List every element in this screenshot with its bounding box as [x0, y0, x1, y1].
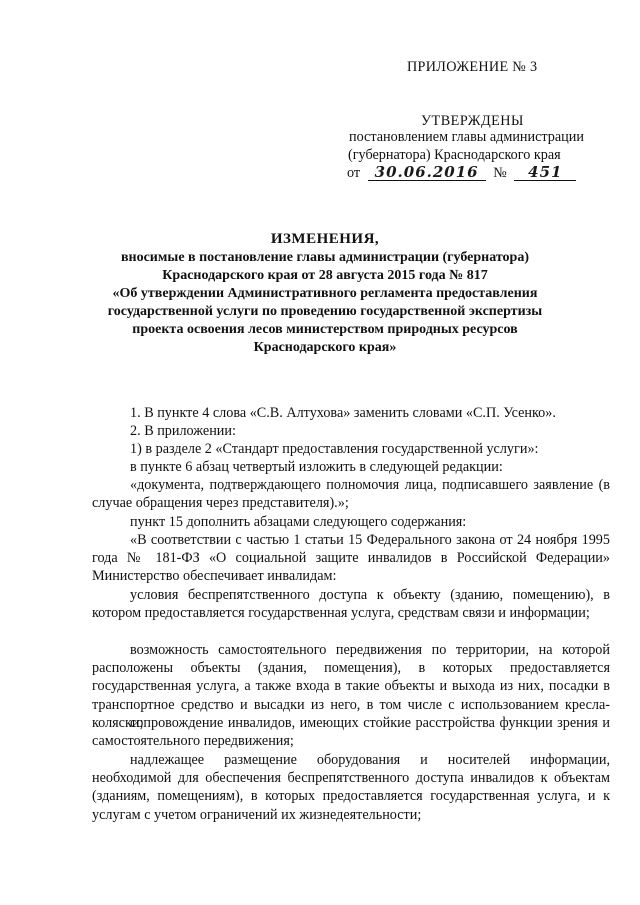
body-paragraph-6: пункт 15 дополнить абзацами следующего содержания:: [130, 514, 467, 530]
title-line-1: вносимые в постановление главы администрации (губернатора): [120, 250, 530, 265]
title-line-6: Краснодарского края»: [253, 340, 397, 355]
title-line-4: государственной услуги по проведению государственной экспертизы: [107, 304, 543, 319]
approved-line-1: постановлением главы администрации: [349, 129, 584, 145]
title-line-2: Краснодарского края от 28 августа 2015 года № 817: [162, 268, 488, 283]
title-line-5: проекта освоения лесов министерством природных ресурсов: [132, 322, 518, 337]
handwritten-date: 30.06.2016: [368, 164, 486, 181]
body-paragraph-1: 1. В пункте 4 слова «С.В. Алтухова» заменить словами «С.П. Усенко».: [130, 405, 556, 421]
body-paragraph-9: возможность самостоятельного передвижения по территории, на которой расположены объекты (здания, помещения), в которых предоставляется государственная услуга, а также входа в такие объекты и выхода из них, посадки в транспортное средство и высадки из него, в том числе с использованием кресла-коляски;: [92, 642, 610, 731]
body-paragraph-4: в пункте 6 абзац четвертый изложить в следующей редакции:: [130, 459, 503, 475]
title-heading: ИЗМЕНЕНИЯ,: [270, 231, 380, 247]
body-paragraph-3: 1) в разделе 2 «Стандарт предоставления государственной услуги»:: [130, 441, 539, 457]
number-label: №: [493, 165, 507, 181]
appendix-label: ПРИЛОЖЕНИЕ № 3: [407, 59, 538, 75]
approved-line-2: (губернатора) Краснодарского края: [348, 147, 561, 163]
title-line-3: «Об утверждении Административного регламента предоставления: [112, 286, 538, 301]
body-paragraph-2: 2. В приложении:: [130, 423, 236, 439]
from-label: от: [347, 165, 361, 181]
body-paragraph-11: надлежащее размещение оборудования и носителей информации, необходимой для обеспечения беспрепятственного доступа инвалидов к объектам (зданиям, помещениям), в которых предоставляется государственная услуга, и к услугам с учетом ограничений их жизнедеятельности;: [92, 752, 610, 823]
body-paragraph-8: условия беспрепятственного доступа к объекту (зданию, помещению), в котором предоставляется государственная услуга, средствам связи и информации;: [92, 587, 610, 622]
body-paragraph-7: «В соответствии с частью 1 статьи 15 Федерального закона от 24 ноября 1995 года № 181-ФЗ «О социальной защите инвалидов в Российской Федерации» Министерство обеспечивает инвалидам:: [92, 532, 610, 585]
date-number-line: [347, 164, 576, 182]
body-paragraph-10: сопровождение инвалидов, имеющих стойкие расстройства функции зрения и самостоятельного передвижения;: [92, 715, 610, 750]
approved-label: УТВЕРЖДЕНЫ: [421, 113, 524, 129]
body-paragraph-5: «документа, подтверждающего полномочия лица, подписавшего заявление (в случае обращения через представителя).»;: [92, 477, 610, 512]
handwritten-number: 451: [514, 164, 576, 181]
